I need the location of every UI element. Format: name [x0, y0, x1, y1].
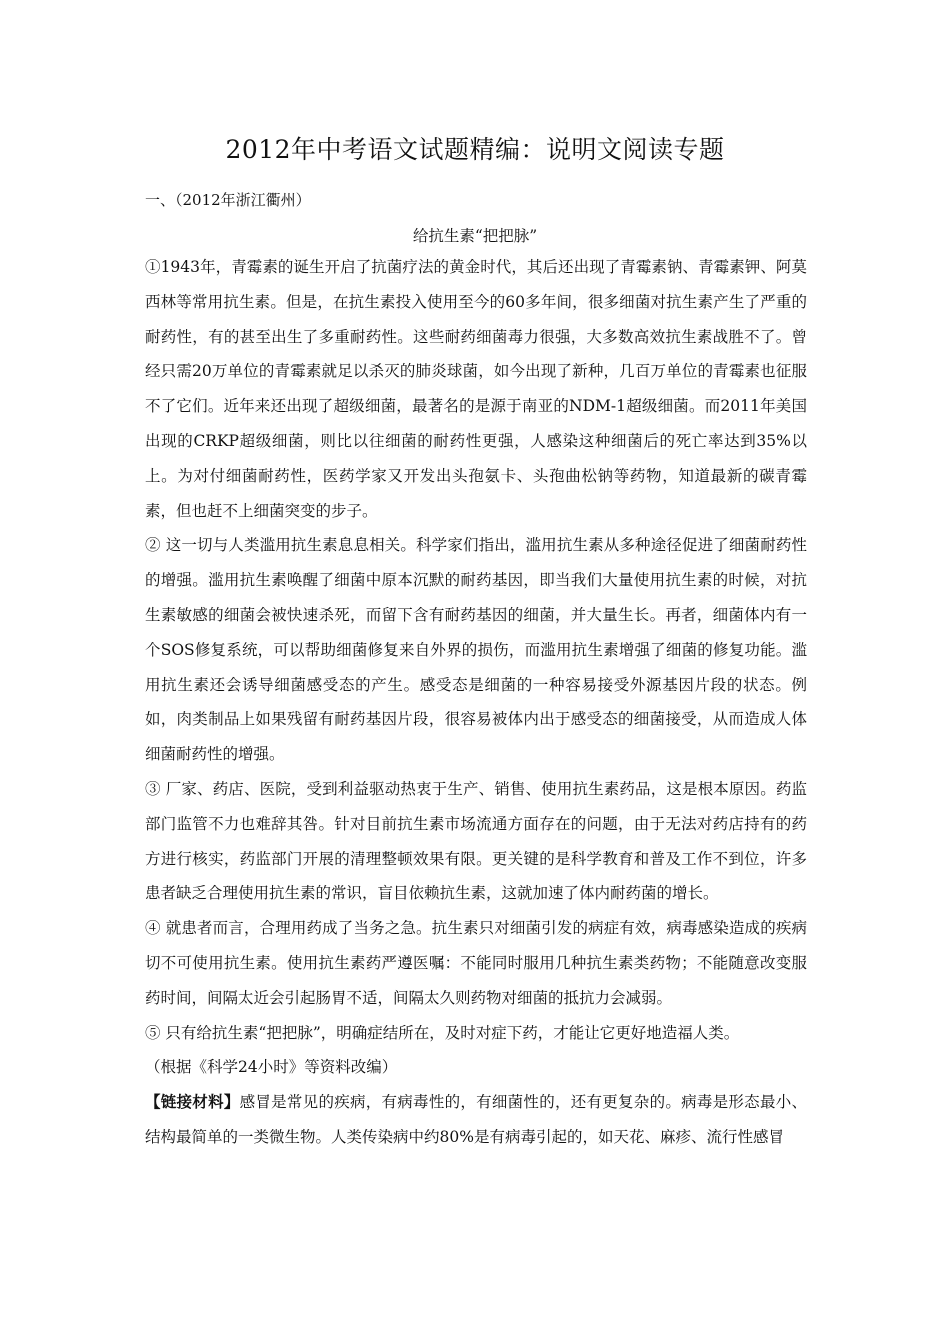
paragraph-5: ⑤ 只有给抗生素“把把脉”，明确症结所在，及时对症下药，才能让它更好地造福人类。	[145, 1023, 740, 1042]
section-heading: 一、（2012年浙江衢州）	[145, 191, 311, 209]
article-title: 给抗生素“把把脉”	[412, 227, 538, 245]
link-material-text: 感冒是常见的疾病，有病毒性的，有细菌性的，还有更复杂的。病毒是形态最小、结构最简单的一类微生物。人类传染病中约80%是有病毒引起的，如天花、麻疹、流行性感冒	[145, 1093, 807, 1146]
document-title: 2012年中考语文试题精编：说明文阅读专题	[225, 135, 725, 164]
article-body	[145, 250, 807, 1155]
paragraph-1: ①1943年，青霉素的诞生开启了抗菌疗法的黄金时代，其后还出现了青霉素钠、青霉素钾、阿莫西林等常用抗生素。但是，在抗生素投入使用至今的60多年间，很多细菌对抗生素产生了严重的耐药性，有的甚至出生了多重耐药性。这些耐药细菌毒力很强，大多数高效抗生素战胜不了。曾经只需20万单位的青霉素就足以杀灭的肺炎球菌，如今出现了新种，几百万单位的青霉素也征服不了它们。近年来还出现了超级细菌，最著名的是源于南亚的NDM-1超级细菌。而2011年美国出现的CRKP超级细菌，则比以往细菌的耐药性更强，人感染这种细菌后的死亡率达到35%以上。为对付细菌耐药性，医药学家又开发出头孢氨卡、头孢曲松钠等药物，知道最新的碳青霉素，但也赶不上细菌突变的步子。	[145, 258, 807, 520]
link-material	[145, 1085, 807, 1155]
paragraph-3: ③ 厂家、药店、医院，受到利益驱动热衷于生产、销售、使用抗生素药品，这是根本原因。药监部门监管不力也难辞其咎。针对目前抗生素市场流通方面存在的问题，由于无法对药店持有的药方进行核实，药监部门开展的清理整顿效果有限。更关键的是科学教育和普及工作不到位，许多患者缺乏合理使用抗生素的常识，盲目依赖抗生素，这就加速了体内耐药菌的增长。	[145, 779, 807, 903]
paragraph-4: ④ 就患者而言，合理用药成了当务之急。抗生素只对细菌引发的病症有效，病毒感染造成的疾病切不可使用抗生素。使用抗生素药严遵医嘱：不能同时服用几种抗生素类药物；不能随意改变服药时间，间隔太近会引起肠胃不适，间隔太久则药物对细菌的抵抗力会减弱。	[145, 919, 807, 1007]
source-note: （根据《科学24小时》等资料改编）	[145, 1058, 398, 1077]
link-material-label: 【链接材料】	[145, 1092, 240, 1112]
paragraph-2: ② 这一切与人类滥用抗生素息息相关。科学家们指出，滥用抗生素从多种途径促进了细菌耐药性的增强。滥用抗生素唤醒了细菌中原本沉默的耐药基因，即当我们大量使用抗生素的时候，对抗生素敏感的细菌会被快速杀死，而留下含有耐药基因的细菌，并大量生长。再者，细菌体内有一个SOS修复系统，可以帮助细菌修复来自外界的损伤，而滥用抗生素增强了细菌的修复功能。滥用抗生素还会诱导细菌感受态的产生。感受态是细菌的一种容易接受外源基因片段的状态。例如，肉类制品上如果残留有耐药基因片段，很容易被体内出于感受态的细菌接受，从而造成人体细菌耐药性的增强。	[145, 536, 807, 764]
